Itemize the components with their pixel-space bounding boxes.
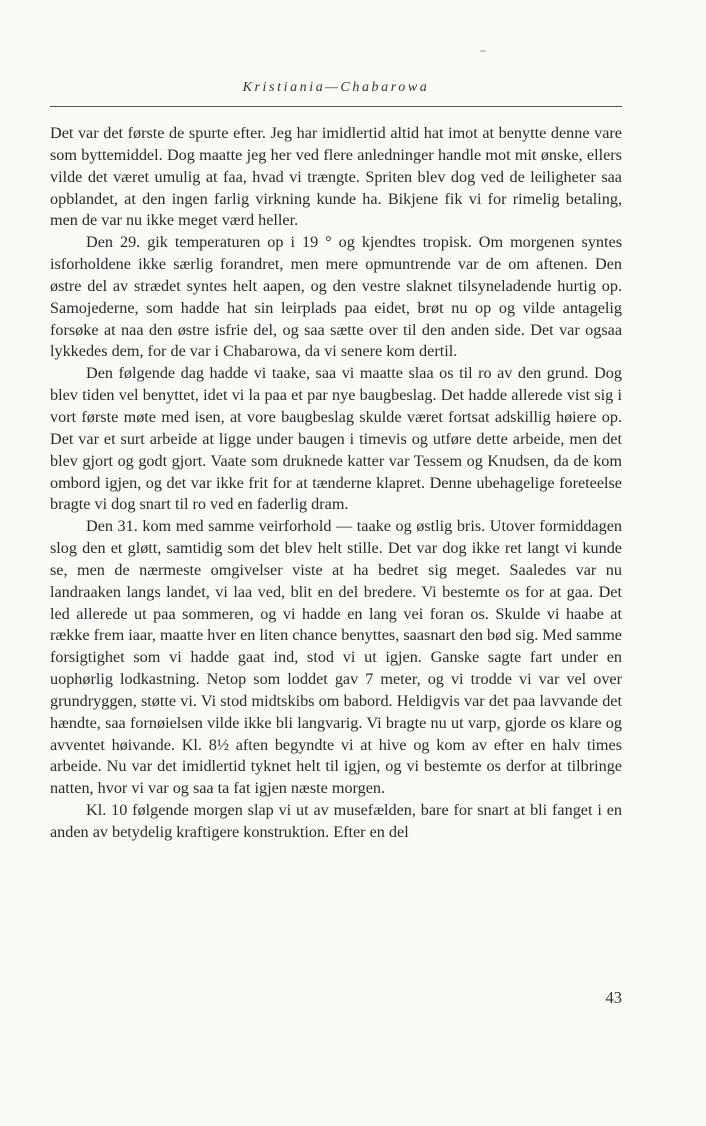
paragraph: Den 31. kom med samme veirforhold — taake og østlig bris. Utover formiddagen slog den et gløtt, samtidig som det blev helt stille. Det var dog ikke ret langt vi kunde se, men de nærmeste omgivelser viste at ha bedret sig meget. Saaledes var nu landraaken langs landet, vi laa ved, blit en del bredere. Vi bestemte os for at gaa. Det led allerede ut paa sommeren, og vi hadde en lang vei foran os. Skulde vi haabe at række frem iaar, maatte hver en liten chance benyttes, saasnart den bød sig. Med samme forsigtighet som vi hadde gaat ind, stod vi ut igjen. Ganske sagte fart under en uophørlig lodkastning. Netop som loddet gav 7 meter, og vi trodde vi var vel over grundryggen, støtte vi. Vi stod midtskibs om babord. Heldigvis var det paa lavvande det hændte, saa fornøielsen vilde ikke bli langvarig. Vi bragte nu ut varp, gjorde os klare og avventet høivande. Kl. 8½ aften begyndte vi at hive og kom av efter en halv times arbeide. Nu var det imidlertid tyknet helt til igjen, og vi bestemte os derfor at tilbringe natten, hvor vi var og saa ta fat igjen næste morgen.: [50, 517, 622, 798]
header-rule: [50, 106, 622, 107]
paragraph: Det var det første de spurte efter. Jeg har imidlertid altid hat imot at benytte denne vare som byttemiddel. Dog maatte jeg her ved flere anledninger handle mot mit ønske, ellers vilde det været umulig at faa, hvad vi trængte. Spriten blev dog ved de leiligheter saa opblandet, at den ingen farlig virkning kunde ha. Bikjene fik vi for rimelig betaling, men de var nu ikke meget værd heller.: [50, 124, 622, 230]
paragraph: Kl. 10 følgende morgen slap vi ut av musefælden, bare for snart at bli fanget i en anden av betydelig kraftigere konstruktion. Efter en del: [50, 801, 622, 841]
paragraph: Den følgende dag hadde vi taake, saa vi maatte slaa os til ro av den grund. Dog blev tiden vel benyttet, idet vi la paa et par nye baugbeslag. Det hadde allerede vist sig i vort første møte med isen, at vore baugbeslag skulde været fortsat adskillig høiere op. Det var et surt arbeide at ligge under baugen i timevis og utføre dette arbeide, men det blev gjort og godt gjort. Vaate som druknede katter var Tessem og Knudsen, da de kom ombord igjen, og det var ikke frit for at tænderne klapret. Denne ubehagelige foreteelse bragte vi dog snart til ro ved en faderlig dram.: [50, 364, 622, 514]
running-title: Kristiania—Chabarowa: [242, 80, 430, 95]
body-text: [50, 123, 622, 844]
paper-speck: [480, 50, 486, 52]
page-number: 43: [605, 988, 622, 1007]
paragraph: Den 29. gik temperaturen op i 19 ° og kjendtes tropisk. Om morgenen syntes isforholdene ikke særlig forandret, men mere opmuntrende var de om aftenen. Den østre del av strædet syntes helt aapen, og den vestre slaknet tilsyneladende hurtig op. Samojederne, som hadde hat sin leirplads paa eidet, brøt nu op og vilde antagelig forsøke at naa den østre isfrie del, og saa sætte over til den anden side. Det var ogsaa lykkedes dem, for de var i Chabarowa, da vi senere kom dertil.: [50, 233, 622, 361]
